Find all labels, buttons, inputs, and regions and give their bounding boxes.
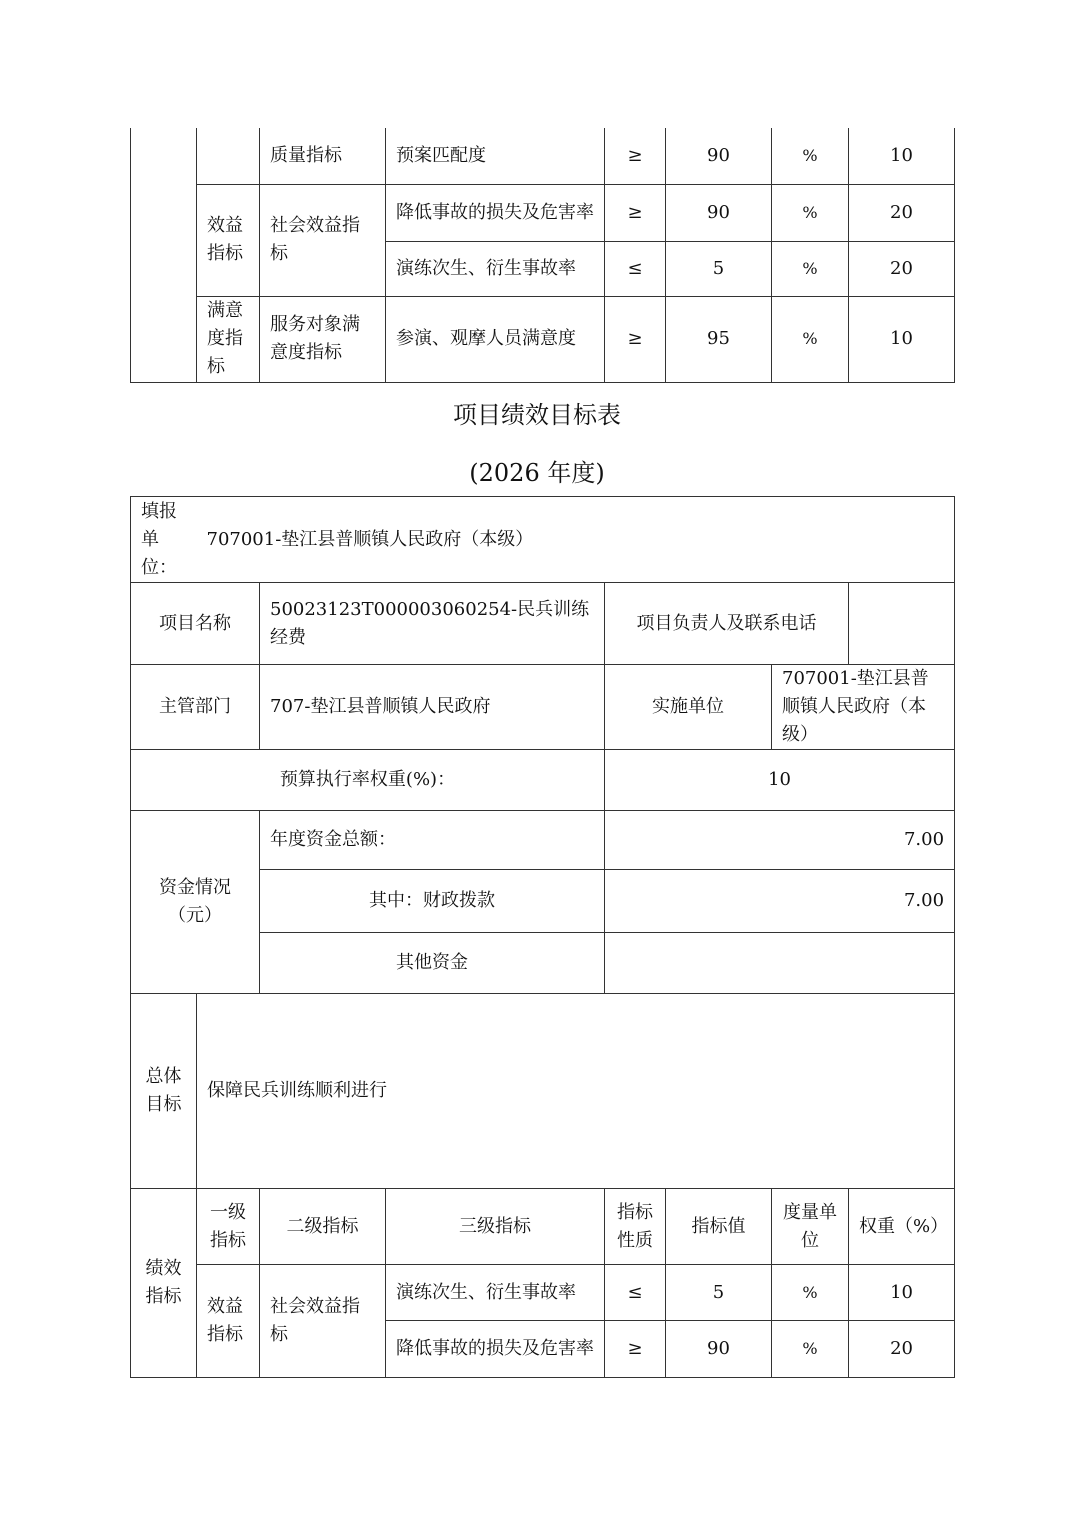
level2-cell: 质量指标 bbox=[260, 128, 386, 184]
value-cell: 90 bbox=[666, 128, 772, 184]
operator-cell: ≤ bbox=[605, 241, 666, 296]
table-row bbox=[131, 750, 955, 811]
unit-cell: % bbox=[772, 184, 849, 241]
reporting-unit-label: 填报单位： bbox=[131, 497, 197, 583]
table-row bbox=[131, 1189, 955, 1265]
fiscal-value: 7.00 bbox=[605, 870, 955, 933]
reporting-unit-value: 707001-垫江县普顺镇人民政府（本级） bbox=[197, 497, 955, 583]
operator-cell: ≥ bbox=[605, 184, 666, 241]
value-cell: 90 bbox=[666, 1321, 772, 1378]
page-title: 项目绩效目标表 bbox=[453, 401, 621, 429]
level3-cell: 降低事故的损失及危害率 bbox=[386, 1321, 605, 1378]
table-row bbox=[131, 994, 955, 1189]
header-level3: 三级指标 bbox=[386, 1189, 605, 1265]
budget-rate-label: 预算执行率权重(%)： bbox=[131, 750, 605, 811]
contact-value bbox=[849, 583, 955, 665]
level3-cell: 降低事故的损失及危害率 bbox=[386, 184, 605, 241]
unit-cell: % bbox=[772, 241, 849, 296]
perf-indicator-label: 绩效指标 bbox=[131, 1189, 197, 1378]
overall-goal-label: 总体目标 bbox=[131, 994, 197, 1189]
previous-indicator-table bbox=[130, 128, 955, 383]
table-row bbox=[131, 497, 955, 583]
level3-cell: 演练次生、衍生事故率 bbox=[386, 241, 605, 296]
table-row bbox=[131, 128, 955, 184]
table-row bbox=[131, 1265, 955, 1321]
dept-label: 主管部门 bbox=[131, 665, 260, 750]
level1-cell: 效益指标 bbox=[197, 184, 260, 296]
annual-total-value: 7.00 bbox=[605, 811, 955, 870]
annual-total-label: 年度资金总额： bbox=[260, 811, 605, 870]
header-level1: 一级指标 bbox=[197, 1189, 260, 1265]
budget-rate-value: 10 bbox=[605, 750, 955, 811]
impl-unit-label: 实施单位 bbox=[605, 665, 772, 750]
level2-cell: 服务对象满意度指标 bbox=[260, 296, 386, 382]
header-weight: 权重（%） bbox=[849, 1189, 955, 1265]
page-subtitle: (2026 年度) bbox=[469, 459, 605, 487]
other-funds-value bbox=[605, 933, 955, 994]
level3-cell: 预案匹配度 bbox=[386, 128, 605, 184]
performance-goal-table bbox=[130, 496, 955, 1378]
project-name-value: 50023123T000003060254-民兵训练经费 bbox=[260, 583, 605, 665]
fiscal-label: 其中：财政拨款 bbox=[260, 870, 605, 933]
header-value: 指标值 bbox=[666, 1189, 772, 1265]
header-unit: 度量单位 bbox=[772, 1189, 849, 1265]
weight-cell: 20 bbox=[849, 184, 955, 241]
operator-cell: ≥ bbox=[605, 128, 666, 184]
weight-cell: 10 bbox=[849, 1265, 955, 1321]
funds-label: 资金情况（元） bbox=[131, 811, 260, 994]
operator-cell: ≤ bbox=[605, 1265, 666, 1321]
level3-cell: 演练次生、衍生事故率 bbox=[386, 1265, 605, 1321]
operator-cell: ≥ bbox=[605, 1321, 666, 1378]
level3-cell: 参演、观摩人员满意度 bbox=[386, 296, 605, 382]
table-row bbox=[131, 811, 955, 870]
overall-goal-value: 保障民兵训练顺利进行 bbox=[197, 994, 955, 1189]
table-row bbox=[131, 665, 955, 750]
table-row bbox=[131, 296, 955, 382]
operator-cell: ≥ bbox=[605, 296, 666, 382]
level1-cell: 效益指标 bbox=[197, 1265, 260, 1378]
weight-cell: 10 bbox=[849, 128, 955, 184]
contact-label: 项目负责人及联系电话 bbox=[605, 583, 849, 665]
level2-cell: 社会效益指标 bbox=[260, 184, 386, 296]
dept-value: 707-垫江县普顺镇人民政府 bbox=[260, 665, 605, 750]
impl-unit-value: 707001-垫江县普顺镇人民政府（本级） bbox=[772, 665, 955, 750]
weight-cell: 10 bbox=[849, 296, 955, 382]
level2-cell: 社会效益指标 bbox=[260, 1265, 386, 1378]
table-row bbox=[131, 184, 955, 241]
header-level2: 二级指标 bbox=[260, 1189, 386, 1265]
blank-cell bbox=[197, 128, 260, 184]
unit-cell: % bbox=[772, 128, 849, 184]
blank-cell bbox=[131, 128, 197, 382]
level1-cell: 满意度指标 bbox=[197, 296, 260, 382]
weight-cell: 20 bbox=[849, 241, 955, 296]
weight-cell: 20 bbox=[849, 1321, 955, 1378]
value-cell: 5 bbox=[666, 1265, 772, 1321]
unit-cell: % bbox=[772, 296, 849, 382]
project-name-label: 项目名称 bbox=[131, 583, 260, 665]
header-nature: 指标性质 bbox=[605, 1189, 666, 1265]
other-funds-label: 其他资金 bbox=[260, 933, 605, 994]
value-cell: 5 bbox=[666, 241, 772, 296]
value-cell: 95 bbox=[666, 296, 772, 382]
unit-cell: % bbox=[772, 1321, 849, 1378]
table-row bbox=[131, 583, 955, 665]
value-cell: 90 bbox=[666, 184, 772, 241]
unit-cell: % bbox=[772, 1265, 849, 1321]
